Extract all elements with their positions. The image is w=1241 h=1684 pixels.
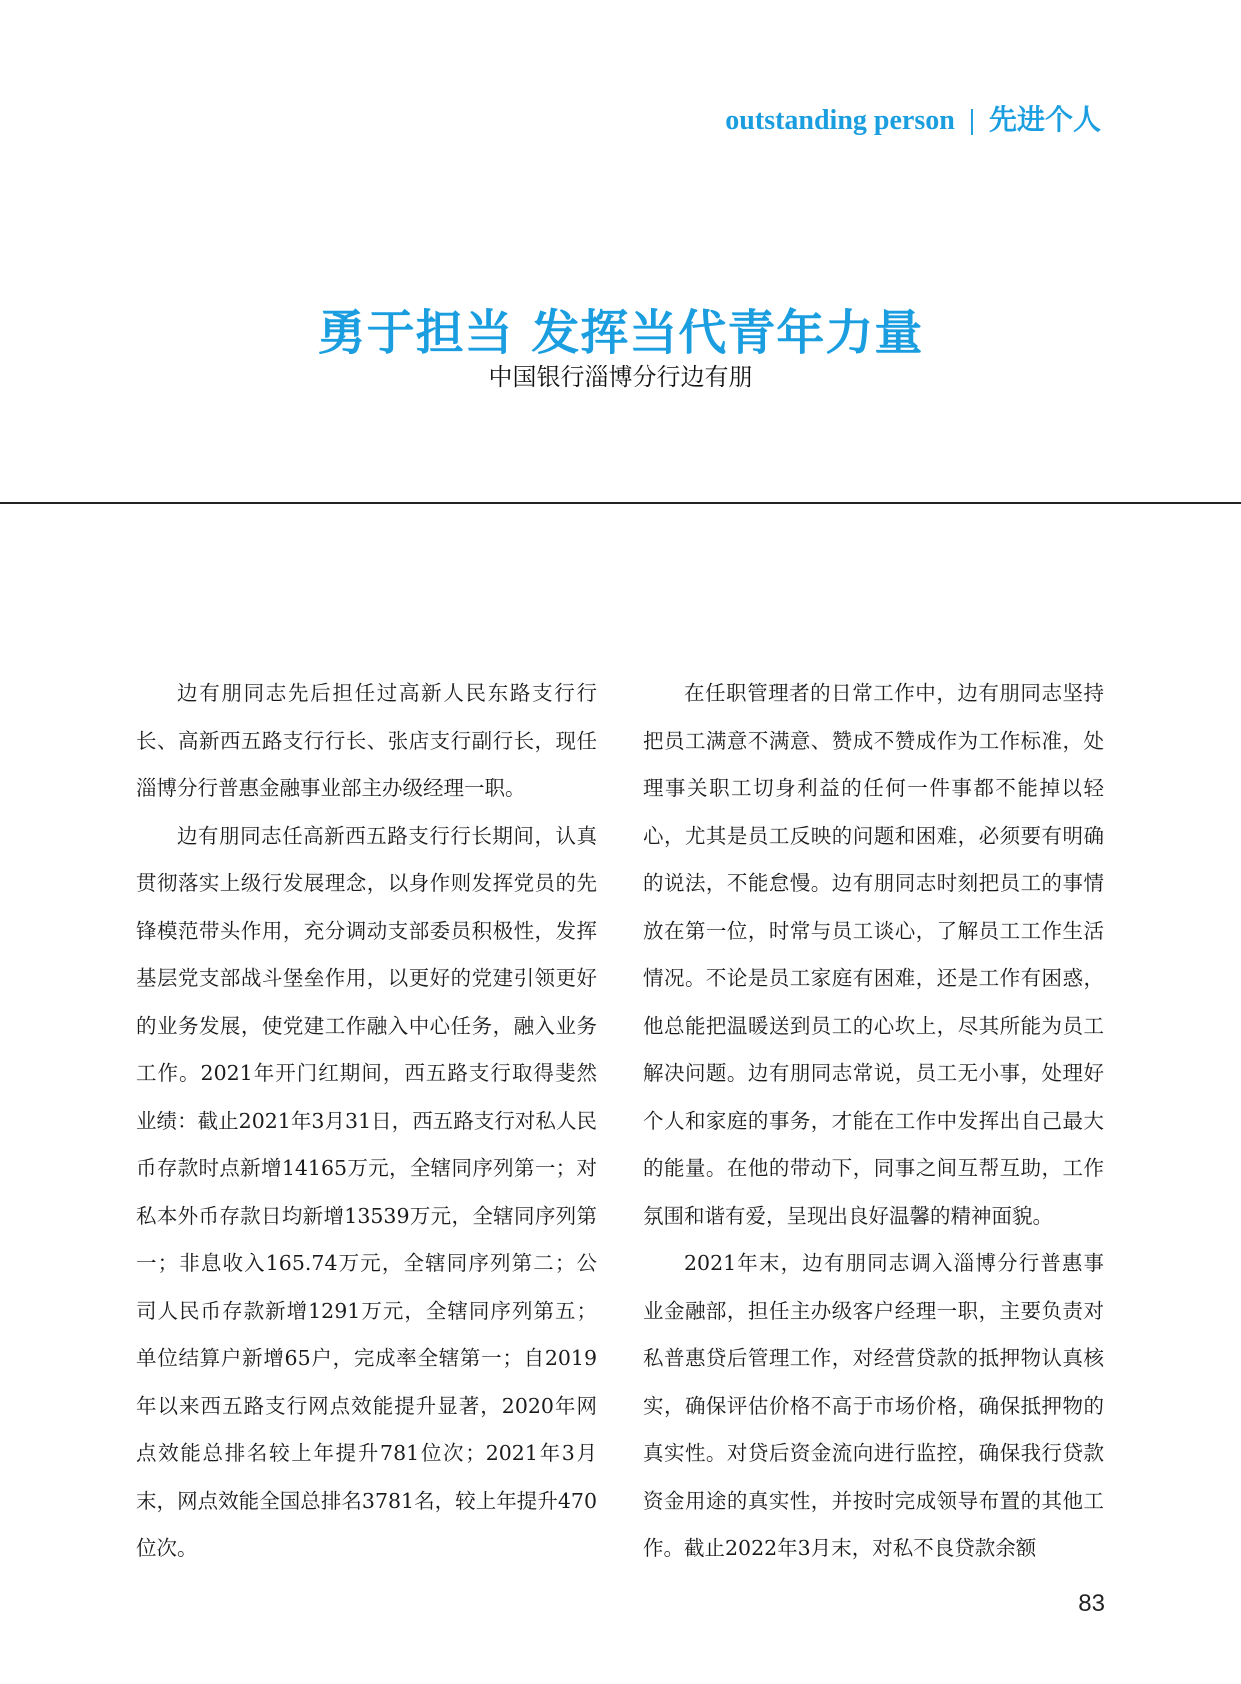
page-number: 83	[1078, 1590, 1105, 1617]
article-byline: 中国银行淄博分行边有朋	[488, 363, 753, 391]
paragraph: 边有朋同志任高新西五路支行行长期间，认真贯彻落实上级行发展理念，以身作则发挥党员的先锋模范带头作用，充分调动支部委员积极性，发挥基层党支部战斗堡垒作用，以更好的党建引领更好的业务发展，使党建工作融入中心任务，融入业务工作。2021年开门红期间，西五路支行取得斐然业绩：截止2021年3月31日，西五路支行对私人民币存款时点新增14165万元，全辖同序列第一；对私本外币存款日均新增13539万元，全辖同序列第一；非息收入165.74万元，全辖同序列第二；公司人民币存款新增1291万元，全辖同序列第五；单位结算户新增65户，完成率全辖第一；自2019年以来西五路支行网点效能提升显著，2020年网点效能总排名较上年提升781位次；2021年3月末，网点效能全国总排名3781名，较上年提升470位次。	[136, 823, 597, 1560]
section-header	[725, 98, 1101, 138]
section-separator: |	[968, 105, 975, 136]
horizontal-divider	[0, 502, 1241, 504]
article-title: 勇于担当 发挥当代青年力量	[317, 305, 924, 361]
article-column-left	[136, 670, 597, 1573]
paragraph: 2021年末，边有朋同志调入淄博分行普惠事业金融部，担任主办级客户经理一职，主要负责对私普惠贷后管理工作，对经营贷款的抵押物认真核实，确保评估价格不高于市场价格，确保抵押物的真实性。对贷后资金流向进行监控，确保我行贷款资金用途的真实性，并按时完成领导布置的其他工作。截止2022年3月末，对私不良贷款余额	[643, 1251, 1104, 1560]
article-column-right	[643, 670, 1104, 1573]
paragraph: 边有朋同志先后担任过高新人民东路支行行长、高新西五路支行行长、张店支行副行长，现任淄博分行普惠金融事业部主办级经理一职。	[136, 681, 597, 800]
section-label-chinese: 先进个人	[988, 105, 1101, 136]
section-label-english: outstanding person	[725, 105, 955, 136]
paragraph: 在任职管理者的日常工作中，边有朋同志坚持把员工满意不满意、赞成不赞成作为工作标准，处理事关职工切身利益的任何一件事都不能掉以轻心，尤其是员工反映的问题和困难，必须要有明确的说法，不能怠慢。边有朋同志时刻把员工的事情放在第一位，时常与员工谈心，了解员工工作生活情况。不论是员工家庭有困难，还是工作有困惑，他总能把温暖送到员工的心坎上，尽其所能为员工解决问题。边有朋同志常说，员工无小事，处理好个人和家庭的事务，才能在工作中发挥出自己最大的能量。在他的带动下，同事之间互帮互助，工作氛围和谐有爱，呈现出良好温馨的精神面貌。	[643, 681, 1104, 1228]
